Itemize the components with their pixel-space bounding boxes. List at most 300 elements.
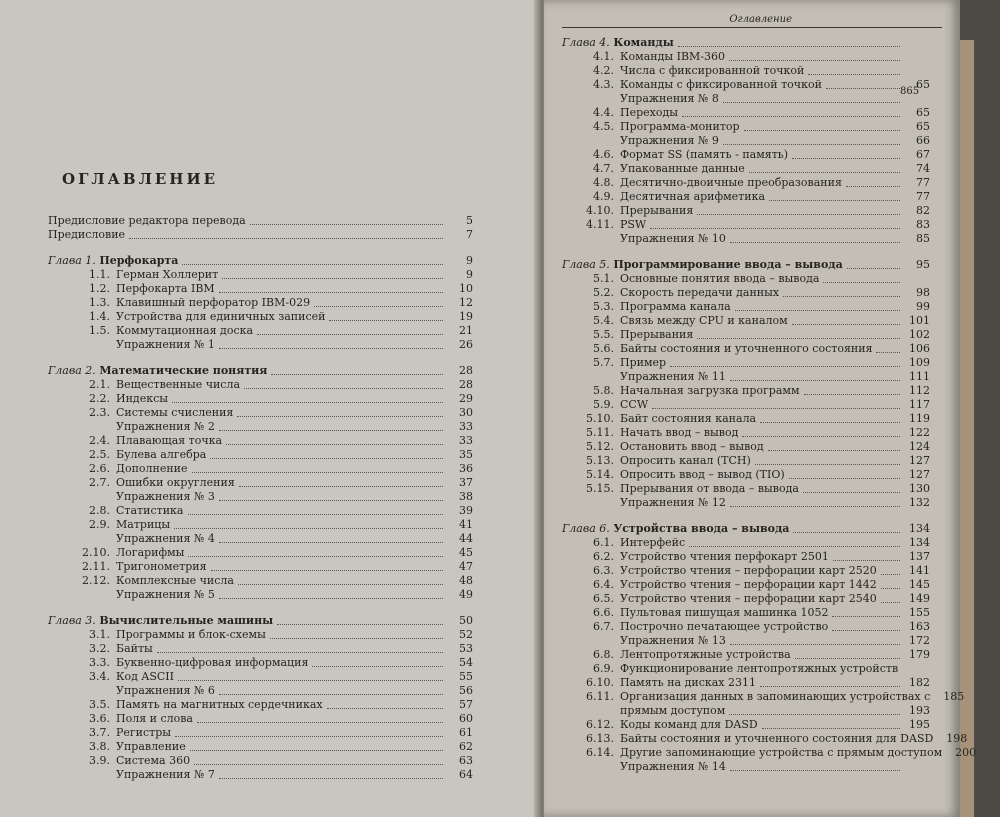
leader-dots xyxy=(769,193,900,201)
page-ref: 95 xyxy=(916,258,930,271)
entry-title: Устройство чтения перфокарт 2501 xyxy=(620,550,829,563)
entry-title: Устройства для единичных записей xyxy=(116,310,326,323)
leader-dots xyxy=(192,465,443,473)
section-number: 6.12. xyxy=(586,718,614,731)
entry-title: Десятично-двоичные преобразования xyxy=(620,176,842,189)
toc-entry xyxy=(48,518,473,532)
entry-title: Прерывания xyxy=(620,204,694,217)
page-ref: 195 xyxy=(909,718,930,731)
page-ref: 77 xyxy=(916,176,930,189)
leader-dots xyxy=(175,729,443,737)
entry-title: Формат SS (память - память) xyxy=(620,148,789,161)
entry-title: Числа с фиксированной точкой xyxy=(620,64,805,77)
toc-entry xyxy=(562,50,930,64)
page-ref: 10 xyxy=(459,282,473,295)
leader-dots xyxy=(768,443,900,451)
entry-title: Команды с фиксированной точкой xyxy=(620,78,822,91)
entry-title: Лентопротяжные устройства xyxy=(620,648,791,661)
toc-entry xyxy=(562,412,930,426)
leader-dots xyxy=(197,715,443,723)
toc-entry xyxy=(48,476,473,490)
section-number: 6.9. xyxy=(593,662,614,675)
leader-dots xyxy=(194,757,443,765)
toc-entry xyxy=(48,628,473,642)
page-ref: 54 xyxy=(459,656,473,669)
entry-title: Упражнения № 14 xyxy=(620,760,726,773)
section-number: 6.6. xyxy=(593,606,614,619)
toc-entry xyxy=(562,648,930,662)
page-ref: 134 xyxy=(909,536,930,549)
entry-title: Предисловие редактора перевода xyxy=(48,214,246,227)
section-number: 4.5. xyxy=(593,120,614,133)
page-ref: 193 xyxy=(909,704,930,717)
toc-entry xyxy=(562,398,930,412)
entry-title: Логарифмы xyxy=(116,546,185,559)
page-ref: 111 xyxy=(909,370,930,383)
page-ref: 66 xyxy=(916,134,930,147)
section-number: 6.13. xyxy=(586,732,614,745)
entry-title: Упражнения № 6 xyxy=(116,684,215,697)
leader-dots xyxy=(314,299,443,307)
section-number: 2.8. xyxy=(89,504,110,517)
toc-entry xyxy=(48,378,473,392)
toc-entry xyxy=(562,482,930,496)
toc-entry xyxy=(562,162,930,176)
leader-dots xyxy=(793,525,900,533)
chapter-title: Программирование ввода – вывода xyxy=(613,258,843,271)
toc-entry xyxy=(48,546,473,560)
leader-dots xyxy=(846,179,900,187)
section-number: 5.9. xyxy=(593,398,614,411)
leader-dots xyxy=(804,387,900,395)
leader-dots xyxy=(271,367,443,375)
toc-entry xyxy=(48,392,473,406)
section-number: 2.11. xyxy=(82,560,110,573)
leader-dots xyxy=(219,535,443,543)
leader-dots xyxy=(723,95,900,103)
toc-entry xyxy=(48,324,473,338)
section-number: 5.15. xyxy=(586,482,614,495)
toc-entry xyxy=(48,462,473,476)
page-ref: 41 xyxy=(459,518,473,531)
entry-title: Упражнения № 9 xyxy=(620,134,719,147)
entry-title: Устройство чтения – перфорации карт 1442 xyxy=(620,578,877,591)
toc-entry xyxy=(562,578,930,592)
toc-entry xyxy=(562,106,930,120)
entry-title: Упражнения № 3 xyxy=(116,490,215,503)
chapter-title: Команды xyxy=(613,36,674,49)
section-number: 6.4. xyxy=(593,578,614,591)
entry-title: Интерфейс xyxy=(620,536,686,549)
leader-dots xyxy=(792,317,900,325)
section-number: 2.9. xyxy=(89,518,110,531)
leader-dots xyxy=(174,521,443,529)
toc-exercise xyxy=(562,760,930,774)
section-number: 4.3. xyxy=(593,78,614,91)
page-ref: 155 xyxy=(909,606,930,619)
leader-dots xyxy=(172,395,443,403)
leader-dots xyxy=(312,659,443,667)
entry-title: Основные понятия ввода – вывода xyxy=(620,272,820,285)
leader-dots xyxy=(832,623,900,631)
entry-title: Упражнения № 8 xyxy=(620,92,719,105)
toc-chapter xyxy=(562,522,930,536)
page-ref: 39 xyxy=(459,504,473,517)
page-ref: 53 xyxy=(459,642,473,655)
toc-entry xyxy=(48,726,473,740)
toc-entry xyxy=(562,440,930,454)
left-toc-list xyxy=(48,214,473,782)
section-number: 6.10. xyxy=(586,676,614,689)
leader-dots xyxy=(881,595,900,603)
leader-dots xyxy=(826,81,900,89)
entry-title: Индексы xyxy=(116,392,168,405)
leader-dots xyxy=(808,67,900,75)
section-number: 5.8. xyxy=(593,384,614,397)
entry-title: Прерывания от ввода – вывода xyxy=(620,482,799,495)
section-number: 2.7. xyxy=(89,476,110,489)
entry-title: Буквенно-цифровая информация xyxy=(116,656,309,669)
toc-entry xyxy=(562,148,930,162)
entry-title: Перфокарта IBM xyxy=(116,282,215,295)
page-ref: 12 xyxy=(459,296,473,309)
leader-dots xyxy=(742,429,900,437)
section-number: 4.2. xyxy=(593,64,614,77)
toc-entry xyxy=(562,342,930,356)
leader-dots xyxy=(730,235,900,243)
section-number: 3.9. xyxy=(89,754,110,767)
page-ref: 36 xyxy=(459,462,473,475)
section-number: 5.1. xyxy=(593,272,614,285)
leader-dots xyxy=(723,137,900,145)
page-ref: 49 xyxy=(459,588,473,601)
toc-entry xyxy=(48,228,473,242)
section-number: 6.11. xyxy=(586,690,614,703)
leader-dots xyxy=(210,451,443,459)
leader-dots xyxy=(222,271,443,279)
entry-title: Связь между CPU и каналом xyxy=(620,314,788,327)
leader-dots xyxy=(749,165,900,173)
leader-dots xyxy=(219,687,443,695)
toc-entry xyxy=(562,454,930,468)
entry-title: Байты xyxy=(116,642,153,655)
leader-dots xyxy=(783,289,900,297)
page-ref: 65 xyxy=(916,78,930,91)
entry-title: Память на магнитных сердечниках xyxy=(116,698,323,711)
toc-entry xyxy=(562,536,930,550)
entry-title: Упражнения № 10 xyxy=(620,232,726,245)
page-ref: 19 xyxy=(459,310,473,323)
entry-title: Пультовая пишущая машинка 1052 xyxy=(620,606,829,619)
section-number: 3.7. xyxy=(89,726,110,739)
running-head: Оглавление xyxy=(562,14,942,28)
entry-title: Код ASCII xyxy=(116,670,174,683)
section-number: 3.5. xyxy=(89,698,110,711)
page-ref: 45 xyxy=(459,546,473,559)
page-ref: 145 xyxy=(909,578,930,591)
leader-dots xyxy=(823,275,900,283)
toc-entry xyxy=(48,740,473,754)
toc-entry xyxy=(562,550,930,564)
page-ref: 137 xyxy=(909,550,930,563)
entry-title: Системы счисления xyxy=(116,406,234,419)
page-ref: 124 xyxy=(909,440,930,453)
leader-dots xyxy=(650,221,900,229)
entry-title: Опросить ввод – вывод (TIO) xyxy=(620,468,785,481)
entry-title: Программа канала xyxy=(620,300,731,313)
page-ref: 38 xyxy=(459,490,473,503)
page-ref: 119 xyxy=(909,412,930,425)
toc-entry xyxy=(562,676,930,690)
page-ref: 182 xyxy=(909,676,930,689)
entry-title: Опросить канал (TCH) xyxy=(620,454,751,467)
toc-chapter xyxy=(48,614,473,628)
toc-entry xyxy=(48,698,473,712)
toc-exercise xyxy=(562,370,930,384)
page-ref: 127 xyxy=(909,454,930,467)
page-ref: 56 xyxy=(459,684,473,697)
toc-exercise xyxy=(562,232,930,246)
toc-exercise xyxy=(562,134,930,148)
toc-entry xyxy=(562,718,930,732)
section-number: 4.9. xyxy=(593,190,614,203)
toc-entry xyxy=(48,310,473,324)
entry-title: Управление xyxy=(116,740,186,753)
page-ref: 149 xyxy=(909,592,930,605)
page-number: 865 xyxy=(900,86,920,97)
entry-title: Организация данных в запоминающих устройствах с xyxy=(620,690,931,703)
leader-dots xyxy=(730,373,900,381)
section-number: 5.6. xyxy=(593,342,614,355)
leader-dots xyxy=(219,493,443,501)
section-number: 3.6. xyxy=(89,712,110,725)
page-ref: 185 xyxy=(943,690,965,703)
leader-dots xyxy=(735,303,900,311)
page-ref: 112 xyxy=(909,384,930,397)
page-ref: 99 xyxy=(916,300,930,313)
entry-title: Вещественные числа xyxy=(116,378,241,391)
page-ref: 28 xyxy=(459,364,473,377)
section-number: 5.14. xyxy=(586,468,614,481)
chapter-label: Глава 3. xyxy=(48,614,96,627)
section-number: 5.3. xyxy=(593,300,614,313)
entry-title: Ошибки округления xyxy=(116,476,235,489)
leader-dots xyxy=(847,261,900,269)
entry-title: Предисловие xyxy=(48,228,126,241)
page-ref: 21 xyxy=(459,324,473,337)
leader-dots xyxy=(257,327,443,335)
toc-entry xyxy=(48,282,473,296)
section-number: 6.8. xyxy=(593,648,614,661)
entry-title: Клавишный перфоратор IBM-029 xyxy=(116,296,311,309)
leader-dots xyxy=(226,437,443,445)
section-number: 1.3. xyxy=(89,296,110,309)
leader-dots xyxy=(730,499,900,507)
entry-title: Упражнения № 7 xyxy=(116,768,215,781)
page-ref: 130 xyxy=(909,482,930,495)
section-number: 4.4. xyxy=(593,106,614,119)
leader-dots xyxy=(792,151,900,159)
page-ref: 77 xyxy=(916,190,930,203)
toc-entry xyxy=(562,204,930,218)
entry-title: Статистика xyxy=(116,504,184,517)
toc-entry xyxy=(48,656,473,670)
entry-title: Байт состояния канала xyxy=(620,412,757,425)
leader-dots xyxy=(760,415,900,423)
page-ref: 5 xyxy=(466,214,473,227)
section-number: 3.4. xyxy=(89,670,110,683)
section-number: 1.4. xyxy=(89,310,110,323)
leader-dots xyxy=(239,479,443,487)
page-ref: 106 xyxy=(909,342,930,355)
chapter-title: Перфокарта xyxy=(99,254,179,267)
entry-title: Упражнения № 2 xyxy=(116,420,215,433)
leader-dots xyxy=(244,381,443,389)
page-ref: 122 xyxy=(909,426,930,439)
page-ref: 65 xyxy=(916,120,930,133)
leader-dots xyxy=(730,763,900,771)
toc-entry xyxy=(562,606,930,620)
page-ref: 83 xyxy=(916,218,930,231)
entry-title: Построчно печатающее устройство xyxy=(620,620,829,633)
entry-title: Начальная загрузка программ xyxy=(620,384,800,397)
toc-entry xyxy=(562,286,930,300)
page-ref: 117 xyxy=(909,398,930,411)
toc-entry xyxy=(48,574,473,588)
page-ref: 30 xyxy=(459,406,473,419)
entry-title: Устройство чтения – перфорации карт 2540 xyxy=(620,592,877,605)
leader-dots xyxy=(689,539,900,547)
toc-exercise xyxy=(48,490,473,504)
toc-entry xyxy=(562,384,930,398)
entry-title: Булева алгебра xyxy=(116,448,207,461)
toc-entry xyxy=(562,64,930,78)
toc-entry xyxy=(562,690,965,704)
entry-title: Десятичная арифметика xyxy=(620,190,766,203)
section-number: 2.12. xyxy=(82,574,110,587)
leader-dots xyxy=(729,53,900,61)
entry-title: Переходы xyxy=(620,106,679,119)
section-number: 5.11. xyxy=(586,426,614,439)
section-number: 1.1. xyxy=(89,268,110,281)
section-number: 6.3. xyxy=(593,564,614,577)
leader-dots xyxy=(832,609,900,617)
toc-entry xyxy=(48,406,473,420)
toc-entry xyxy=(48,712,473,726)
toc-entry xyxy=(562,662,930,676)
toc-entry xyxy=(562,746,977,760)
leader-dots xyxy=(697,207,900,215)
leader-dots xyxy=(876,345,900,353)
toc-exercise xyxy=(48,768,473,782)
page-ref: 109 xyxy=(909,356,930,369)
leader-dots xyxy=(188,549,443,557)
leader-dots xyxy=(277,617,443,625)
section-number: 1.5. xyxy=(89,324,110,337)
page-ref: 127 xyxy=(909,468,930,481)
page-ref: 37 xyxy=(459,476,473,489)
page-ref: 26 xyxy=(459,338,473,351)
entry-title: Упражнения № 13 xyxy=(620,634,726,647)
section-number: 2.2. xyxy=(89,392,110,405)
entry-title: Коды команд для DASD xyxy=(620,718,758,731)
toc-entry xyxy=(562,218,930,232)
leader-dots xyxy=(129,231,443,239)
entry-title: Упакованные данные xyxy=(620,162,745,175)
page-ref: 98 xyxy=(916,286,930,299)
toc-exercise xyxy=(48,588,473,602)
section-number: 1.2. xyxy=(89,282,110,295)
section-number: 5.12. xyxy=(586,440,614,453)
toc-entry xyxy=(562,314,930,328)
section-number: 6.7. xyxy=(593,620,614,633)
page-ref: 57 xyxy=(459,698,473,711)
leader-dots xyxy=(670,359,900,367)
leader-dots xyxy=(833,553,900,561)
chapter-title: Вычислительные машины xyxy=(99,614,274,627)
page-ref: 9 xyxy=(466,254,473,267)
page-ref: 29 xyxy=(459,392,473,405)
entry-title: Упражнения № 4 xyxy=(116,532,215,545)
leader-dots xyxy=(178,673,443,681)
entry-title: Байты состояния и уточненного состояния для DASD xyxy=(620,732,934,745)
entry-title: Система 360 xyxy=(116,754,191,767)
leader-dots xyxy=(188,507,444,515)
entry-title: Герман Холлерит xyxy=(116,268,219,281)
entry-title: Коммутационная доска xyxy=(116,324,254,337)
section-number: 5.13. xyxy=(586,454,614,467)
toc-exercise xyxy=(562,634,930,648)
toc-exercise xyxy=(48,420,473,434)
leader-dots xyxy=(760,679,900,687)
leader-dots xyxy=(219,285,443,293)
toc-entry xyxy=(48,670,473,684)
leader-dots xyxy=(729,707,900,715)
leader-dots xyxy=(881,581,900,589)
page-ref: 85 xyxy=(916,232,930,245)
section-number: 6.1. xyxy=(593,536,614,549)
page-ref: 132 xyxy=(909,496,930,509)
page-ref: 35 xyxy=(459,448,473,461)
page-ref: 60 xyxy=(459,712,473,725)
toc-entry xyxy=(48,642,473,656)
toc-entry xyxy=(562,190,930,204)
section-number: 4.10. xyxy=(586,204,614,217)
leader-dots xyxy=(682,109,900,117)
leader-dots xyxy=(327,701,443,709)
toc-exercise xyxy=(562,92,930,106)
page-ref: 50 xyxy=(459,614,473,627)
entry-title: Упражнения № 1 xyxy=(116,338,215,351)
entry-title: Упражнения № 12 xyxy=(620,496,726,509)
entry-title: Прерывания xyxy=(620,328,694,341)
section-number: 2.4. xyxy=(89,434,110,447)
toc-entry xyxy=(48,448,473,462)
toc-chapter xyxy=(48,364,473,378)
toc-exercise xyxy=(562,704,930,718)
page-ref: 44 xyxy=(459,532,473,545)
section-number: 2.10. xyxy=(82,546,110,559)
section-number: 4.1. xyxy=(593,50,614,63)
section-number: 3.1. xyxy=(89,628,110,641)
toc-entry xyxy=(562,426,930,440)
section-number: 3.2. xyxy=(89,642,110,655)
section-number: 6.2. xyxy=(593,550,614,563)
leader-dots xyxy=(652,401,900,409)
page-ref: 163 xyxy=(909,620,930,633)
entry-title: Матрицы xyxy=(116,518,171,531)
toc-entry xyxy=(562,356,930,370)
